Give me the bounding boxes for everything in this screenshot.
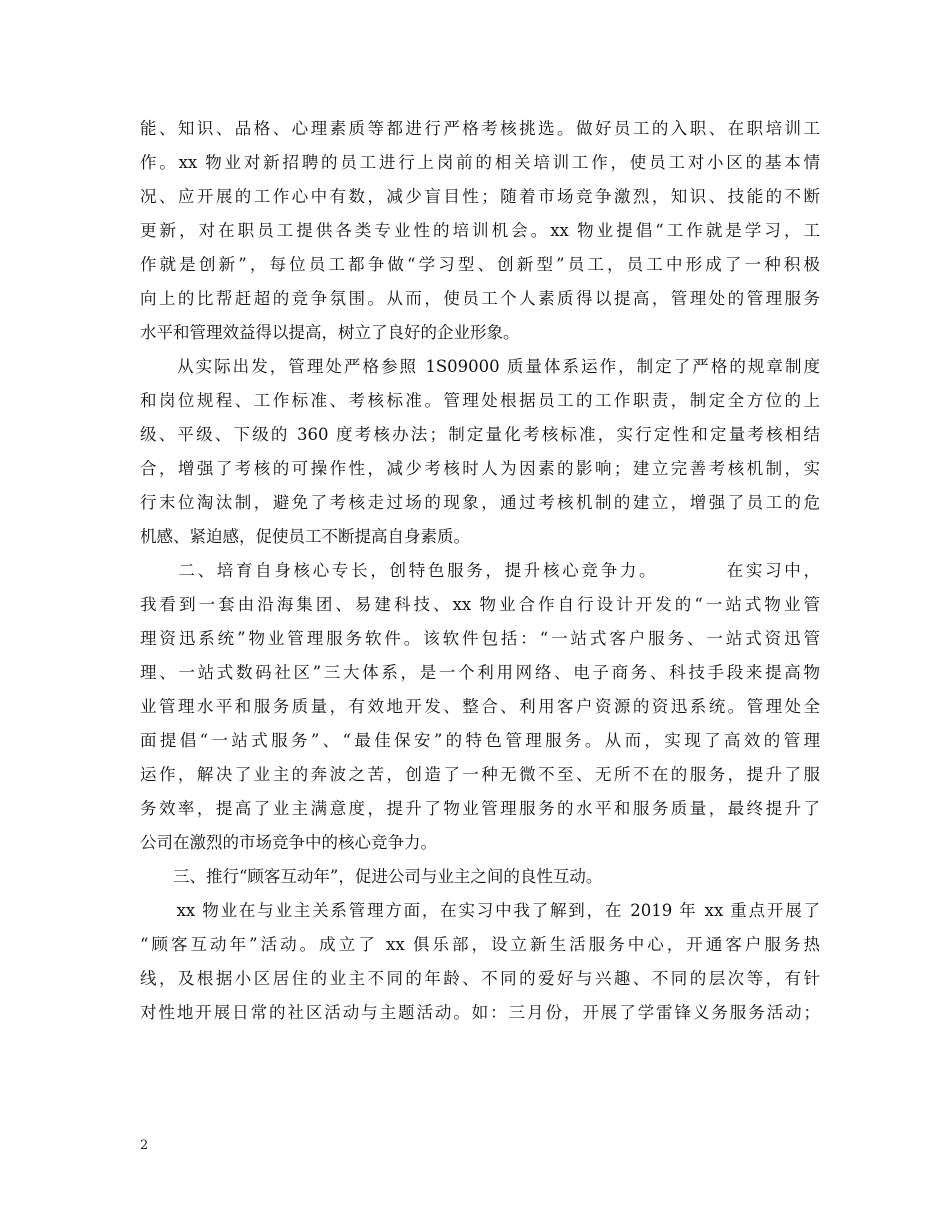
text-line: xx 物业在与业主关系管理方面，在实习中我了解到，在 2019 年 xx 重点开展了 <box>140 901 820 920</box>
text-line: 运作，解决了业主的奔波之苦，创造了一种无微不至、无所不在的服务，提升了服 <box>140 765 820 784</box>
text-line: 对性地开展日常的社区活动与主题活动。如：三月份，开展了学雷锋义务服务活动； <box>140 1003 820 1022</box>
text-line: 作。xx 物业对新招聘的员工进行上岗前的相关培训工作，使员工对小区的基本情 <box>140 153 820 172</box>
text-line: 业管理水平和服务质量，有效地开发、整合、利用客户资源的资迅系统。管理处全 <box>140 697 820 716</box>
text-line: 向上的比帮赶超的竞争氛围。从而，使员工个人素质得以提高，管理处的管理服务 <box>140 289 820 308</box>
text-line: 线，及根据小区居住的业主不同的年龄、不同的爱好与兴趣、不同的层次等，有针 <box>140 969 820 988</box>
text-line: 级、平级、下级的 360 度考核办法；制定量化考核标准，实行定性和定量考核相结 <box>140 425 820 444</box>
text-line: 二、培育自身核心专长，创特色服务，提升核心竞争力。 在实习中， <box>140 561 820 580</box>
text-line: 公司在激烈的市场竞争中的核心竞争力。 <box>140 833 437 852</box>
document-body <box>140 112 820 1030</box>
text-line: 机感、紧迫感，促使员工不断提高自身素质。 <box>140 527 470 546</box>
text-line: 三、推行“顾客互动年”，促进公司与业主之间的良性互动。 <box>140 867 603 886</box>
text-line: 和岗位规程、工作标准、考核标准。管理处根据员工的工作职责，制定全方位的上 <box>140 391 820 410</box>
text-line: 合，增强了考核的可操作性，减少考核时人为因素的影响；建立完善考核机制，实 <box>140 459 820 478</box>
text-line: 理资迅系统”物业管理服务软件。该软件包括：“一站式客户服务、一站式资迅管 <box>140 629 820 648</box>
text-line: 我看到一套由沿海集团、易建科技、xx 物业合作自行设计开发的“一站式物业管 <box>140 595 820 614</box>
text-line: 更新，对在职员工提供各类专业性的培训机会。xx 物业提倡“工作就是学习，工 <box>140 221 820 240</box>
text-line: 水平和管理效益得以提高，树立了良好的企业形象。 <box>140 323 520 342</box>
text-line: 况、应开展的工作心中有数，减少盲目性；随着市场竞争激烈，知识、技能的不断 <box>140 187 820 206</box>
text-line: 能、知识、品格、心理素质等都进行严格考核挑选。做好员工的入职、在职培训工 <box>140 119 820 138</box>
text-line: 务效率，提高了业主满意度，提升了物业管理服务的水平和服务质量，最终提升了 <box>140 799 820 818</box>
text-line: 理、一站式数码社区”三大体系，是一个利用网络、电子商务、科技手段来提高物 <box>140 663 820 682</box>
text-line: 行末位淘汰制，避免了考核走过场的现象，通过考核机制的建立，增强了员工的危 <box>140 493 820 512</box>
text-line: “顾客互动年”活动。成立了 xx 俱乐部，设立新生活服务中心，开通客户服务热 <box>140 935 820 954</box>
text-line: 面提倡“一站式服务”、“最佳保安”的特色管理服务。从而，实现了高效的管理 <box>140 731 820 750</box>
text-line: 从实际出发，管理处严格参照 1S09000 质量体系运作，制定了严格的规章制度 <box>140 357 820 376</box>
page-number: 2 <box>140 1138 149 1153</box>
text-line: 作就是创新”，每位员工都争做“学习型、创新型”员工，员工中形成了一种积极 <box>140 255 820 274</box>
